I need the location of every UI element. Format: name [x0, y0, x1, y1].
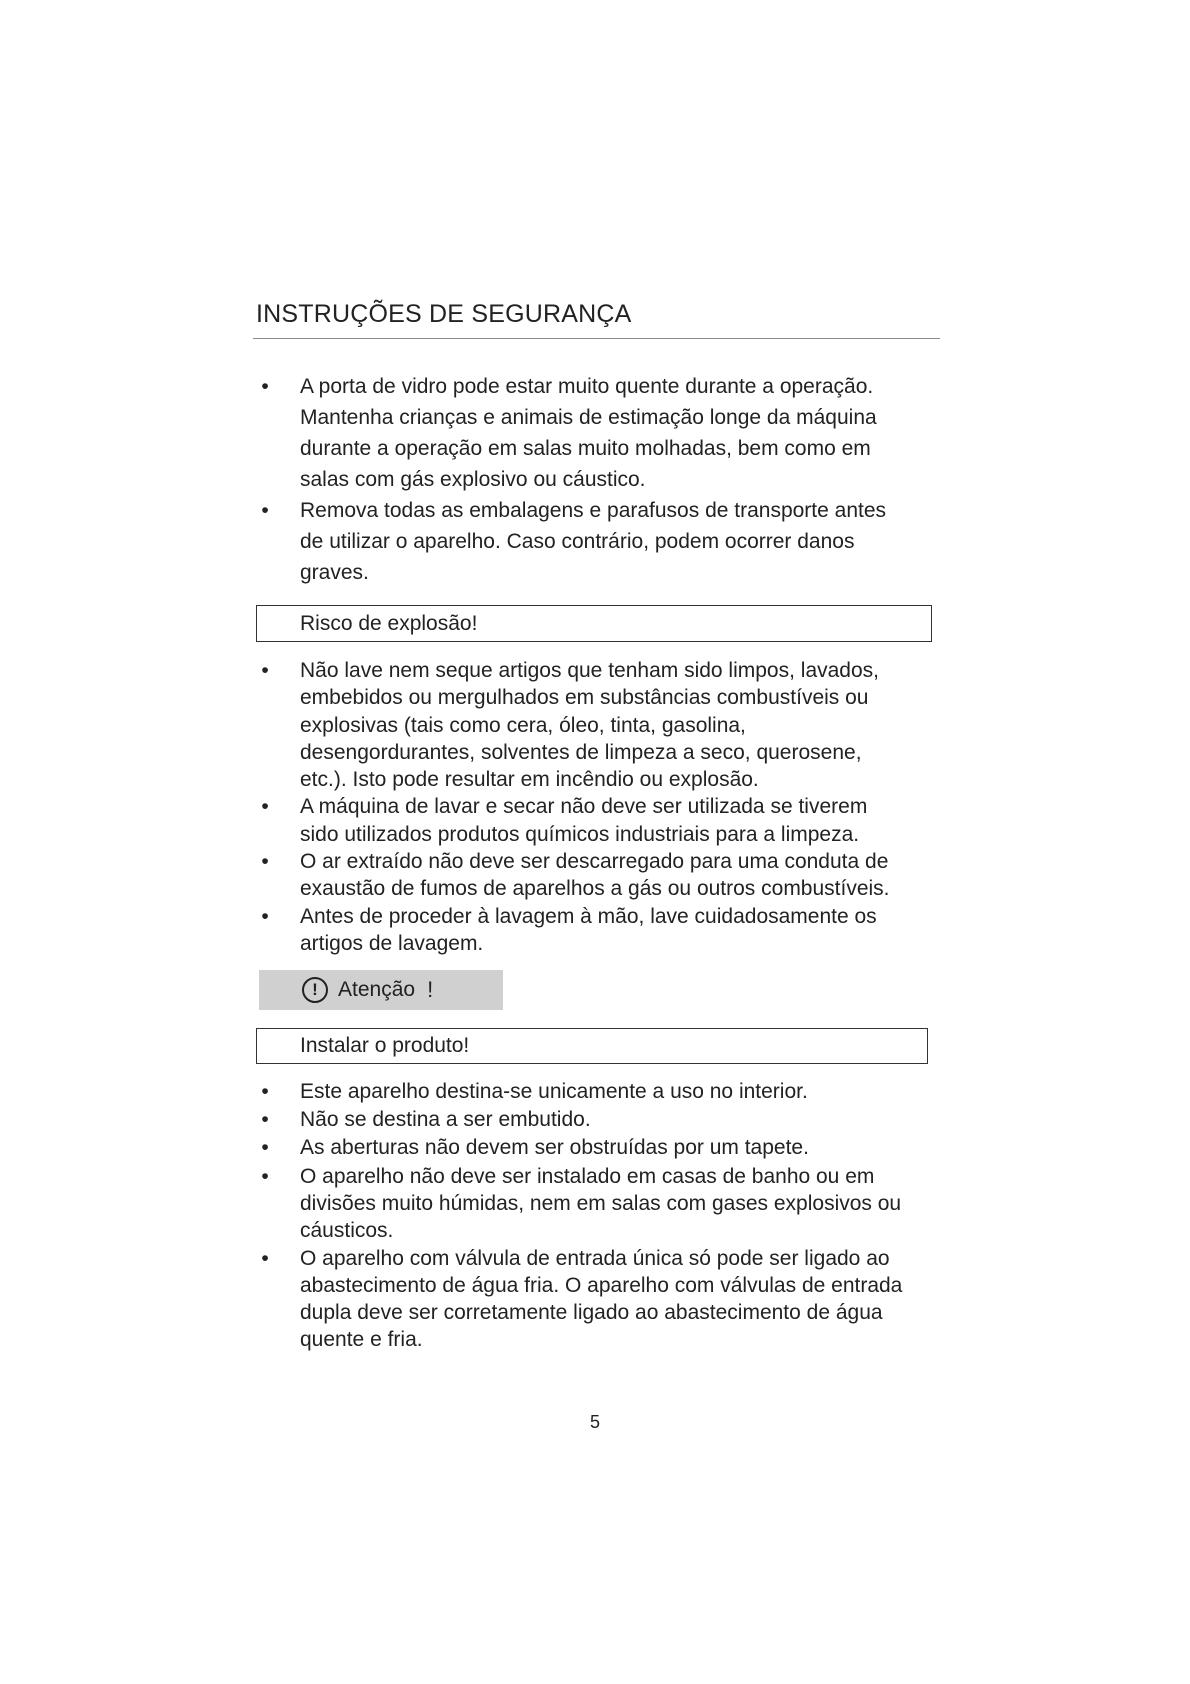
list-item	[258, 657, 890, 793]
list-item-text-line: Mantenha crianças e animais de estimação longe da máquina	[300, 406, 877, 429]
list-item-text-line: O ar extraído não deve ser descarregado para uma conduta de	[300, 850, 889, 874]
bullet-icon: •	[261, 1246, 269, 1270]
list-item-text-line: salas com gás explosivo ou cáustico.	[300, 468, 646, 491]
install-label: Instalar o produto!	[300, 1034, 470, 1057]
list-item	[258, 793, 890, 848]
list-item-text-line: O aparelho não deve ser instalado em casas de banho ou em	[300, 1164, 875, 1188]
list-item-text-line: durante a operação em salas muito molhadas, bem como em	[300, 437, 871, 460]
bullet-icon: •	[261, 795, 269, 819]
title-divider	[253, 338, 940, 339]
bullet-icon: •	[261, 1108, 269, 1132]
list-item	[258, 1245, 902, 1354]
bullet-icon: •	[261, 499, 269, 522]
attention-exclamation: !	[427, 977, 434, 1002]
bullet-icon: •	[261, 659, 269, 682]
list-item-text-line: Antes de proceder à lavagem à mão, lave cuidadosamente os	[300, 904, 877, 928]
list-item-text-line: graves.	[300, 561, 369, 584]
list-item	[258, 1106, 902, 1134]
list-item-text-line: Este aparelho destina-se unicamente a uso no interior.	[300, 1080, 808, 1103]
exclamation-circle-icon: !	[302, 977, 328, 1003]
list-item	[258, 371, 886, 495]
list-item-text-line: O aparelho com válvula de entrada única só pode ser ligado ao	[300, 1246, 890, 1270]
list-item-text-line: desengordurantes, solventes de limpeza a seco, querosene,	[300, 740, 862, 764]
list-item	[258, 903, 890, 958]
safety-list-general	[258, 371, 886, 588]
list-item-text-line: quente e fria.	[300, 1328, 423, 1352]
explosion-risk-heading	[256, 605, 932, 642]
list-item-text-line: explosivas (tais como cera, óleo, tinta, gasolina,	[300, 713, 746, 737]
list-item-text-line: abastecimento de água fria. O aparelho com válvulas de entrada	[300, 1273, 903, 1297]
list-item	[258, 848, 890, 903]
list-item	[258, 1134, 902, 1162]
bullet-icon: •	[261, 375, 269, 398]
attention-banner	[259, 970, 503, 1010]
list-item	[258, 1163, 902, 1245]
list-item	[258, 495, 886, 588]
bullet-icon: •	[261, 1080, 269, 1103]
list-item-text-line: Remova todas as embalagens e parafusos de transporte antes	[300, 499, 887, 522]
list-item-text-line: A porta de vidro pode estar muito quente durante a operação.	[300, 375, 874, 398]
list-item-text-line: A máquina de lavar e secar não deve ser utilizada se tiverem	[300, 795, 868, 819]
list-item-text-line: artigos de lavagem.	[300, 931, 484, 955]
list-item-text-line: sido utilizados produtos químicos industriais para a limpeza.	[300, 822, 860, 846]
safety-list-explosion	[258, 657, 890, 957]
page-title: INSTRUÇÕES DE SEGURANÇA	[256, 300, 632, 328]
list-item-text-line: Não lave nem seque artigos que tenham sido limpos, lavados,	[300, 659, 879, 682]
list-item-text-line: As aberturas não devem ser obstruídas por um tapete.	[300, 1136, 809, 1160]
list-item-text-line: etc.). Isto pode resultar em incêndio ou explosão.	[300, 768, 759, 792]
bullet-icon: •	[261, 1136, 269, 1160]
list-item-text-line: exaustão de fumos de aparelhos a gás ou outros combustíveis.	[300, 877, 890, 901]
bullet-icon: •	[261, 904, 269, 928]
bullet-icon: •	[261, 1164, 269, 1188]
install-heading	[256, 1028, 928, 1064]
explosion-risk-label: Risco de explosão!	[300, 611, 478, 635]
page-number: 5	[590, 1412, 601, 1432]
list-item-text-line: de utilizar o aparelho. Caso contrário, podem ocorrer danos	[300, 530, 855, 553]
list-item-text-line: cáusticos.	[300, 1219, 394, 1243]
attention-label: Atenção	[338, 978, 416, 1001]
list-item-text-line: divisões muito húmidas, nem em salas com gases explosivos ou	[300, 1191, 902, 1215]
list-item-text-line: Não se destina a ser embutido.	[300, 1108, 591, 1132]
list-item	[258, 1078, 902, 1106]
safety-list-install	[258, 1078, 902, 1354]
bullet-icon: •	[261, 850, 269, 874]
list-item-text-line: dupla deve ser corretamente ligado ao abastecimento de água	[300, 1301, 883, 1325]
list-item-text-line: embebidos ou mergulhados em substâncias combustíveis ou	[300, 686, 869, 710]
